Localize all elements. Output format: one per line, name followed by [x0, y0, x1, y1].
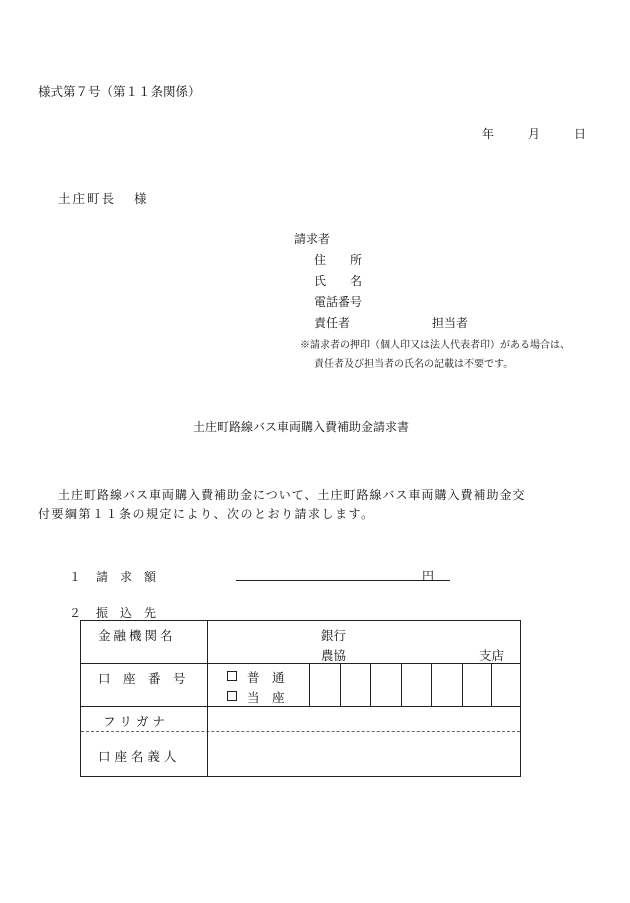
claim-amount-label: 請 求 額: [96, 570, 157, 584]
row-divider: [81, 663, 520, 664]
furigana-label: フ リ ガ ナ: [103, 714, 165, 729]
contact-person-label: 担当者: [432, 316, 469, 330]
document-title: 土庄町路線バス車両購入費補助金請求書: [193, 420, 410, 434]
row-divider-dashed: [81, 731, 520, 732]
claim-amount-unit: 円: [422, 569, 435, 583]
digit-cell-divider: [462, 663, 463, 706]
digit-cell-divider: [491, 663, 492, 706]
body-line-1: 土庄町路線バス車両購入費補助金について、土庄町路線バス車両購入費補助金交: [58, 488, 526, 502]
claim-amount-underline: [236, 580, 450, 581]
digit-cell-divider: [401, 663, 402, 706]
addressee-name: 土庄町長: [58, 191, 117, 206]
ordinary-account-label: 普 通: [247, 670, 285, 685]
account-holder-label: 口 座 名 義 人: [98, 749, 177, 764]
date-year-label: 年: [482, 127, 495, 141]
addressee-honorific: 様: [134, 191, 147, 206]
transfer-table: [80, 620, 521, 777]
bank-label: 銀行: [321, 628, 347, 643]
form-number: 様式第７号（第１１条関係）: [38, 84, 201, 99]
column-divider: [207, 621, 208, 776]
digit-cell-divider: [431, 663, 432, 706]
seal-note-line1: ※請求者の押印（個人印又は法人代表者印）がある場合は、: [300, 340, 570, 351]
claim-item-number: １: [69, 570, 82, 584]
digit-cell-divider: [340, 663, 341, 706]
current-account-checkbox[interactable]: [227, 691, 237, 701]
account-number-label: 口 座 番 号: [98, 671, 186, 686]
agri-coop-label: 農協: [321, 648, 347, 663]
branch-label: 支店: [479, 648, 505, 663]
ordinary-account-checkbox[interactable]: [227, 671, 237, 681]
body-line-2: 付要綱第１１条の規定により、次のとおり請求します。: [38, 507, 375, 521]
row-divider: [81, 706, 520, 707]
claimant-heading: 請求者: [294, 232, 331, 246]
date-month-label: 月: [528, 127, 541, 141]
name-label: 氏 名: [314, 274, 363, 288]
digit-cell-divider: [370, 663, 371, 706]
current-account-label: 当 座: [247, 690, 285, 705]
institution-label: 金融機関名: [98, 628, 176, 643]
digit-cell-divider: [309, 663, 310, 706]
address-label: 住 所: [314, 253, 363, 267]
transfer-item-number: ２: [69, 606, 82, 620]
phone-label: 電話番号: [314, 295, 363, 309]
responsible-person-label: 責任者: [314, 316, 351, 330]
date-day-label: 日: [574, 127, 587, 141]
transfer-destination-label: 振 込 先: [96, 606, 157, 620]
seal-note-line2: 責任者及び担当者の氏名の記載は不要です。: [314, 359, 514, 370]
